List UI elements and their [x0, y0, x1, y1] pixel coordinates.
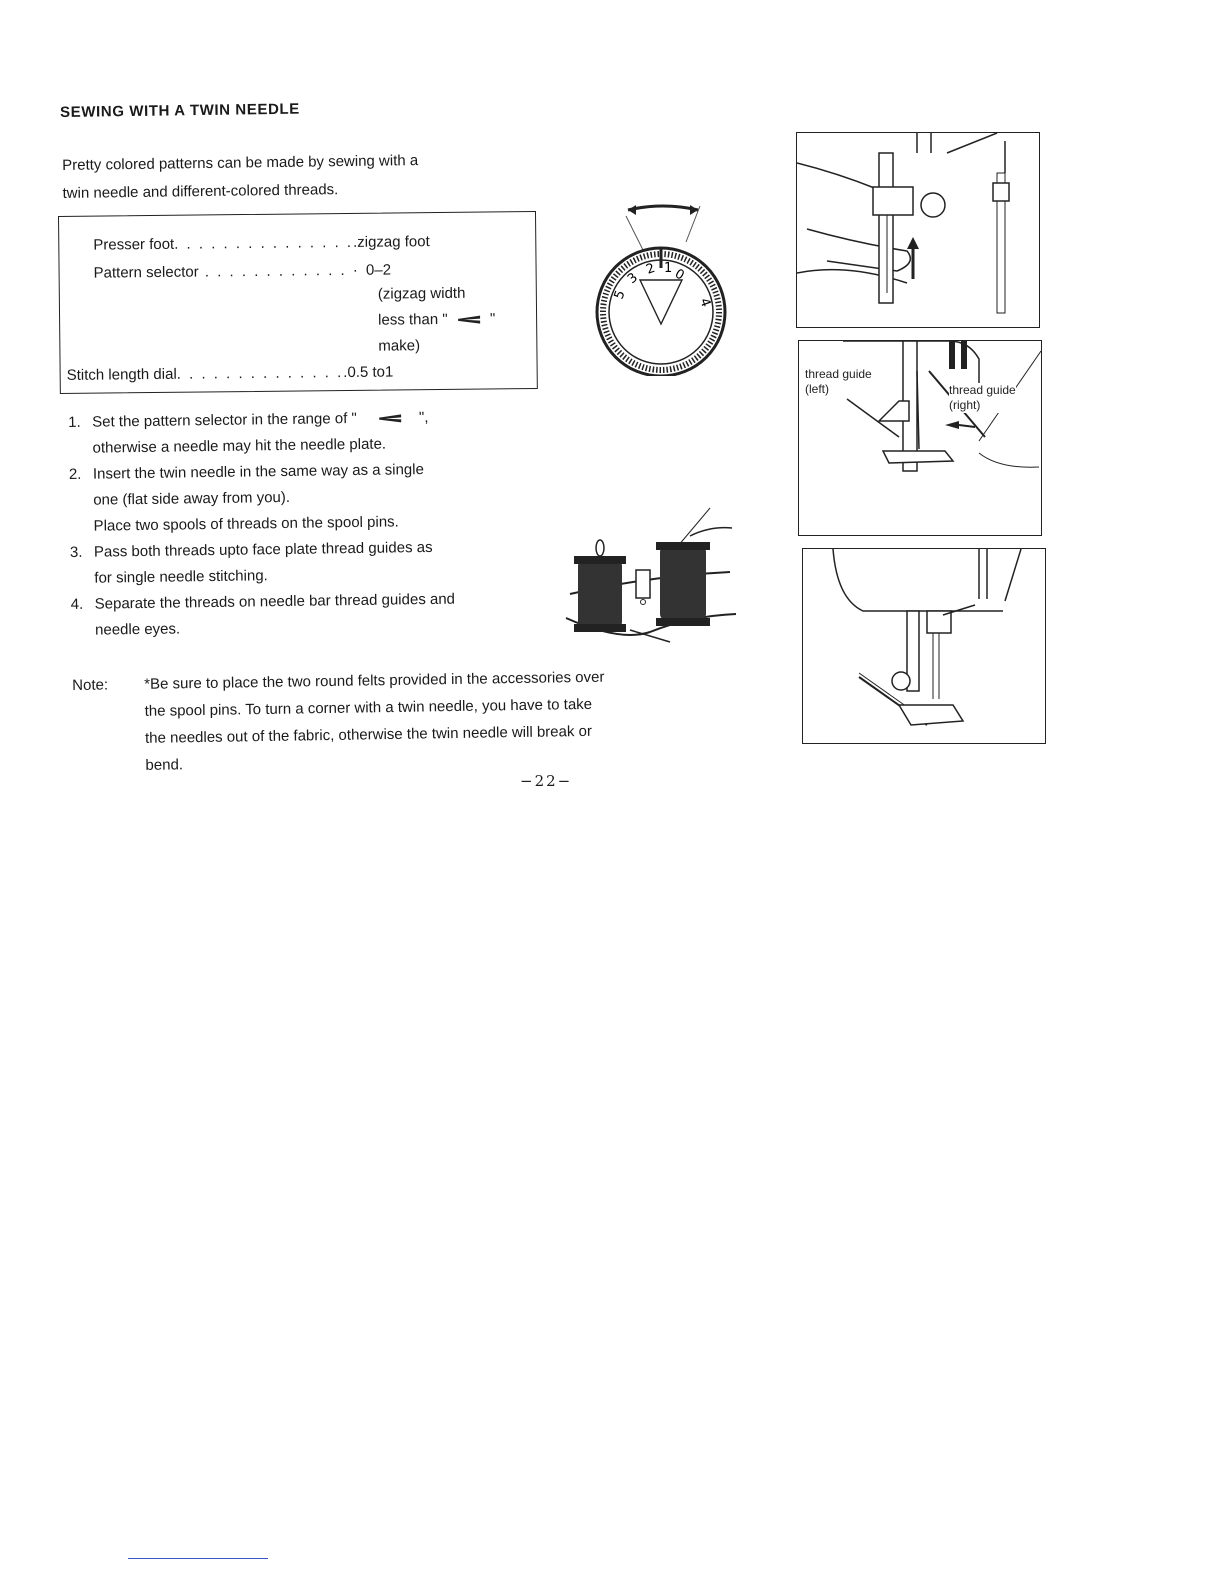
dial-number: 2 — [644, 260, 658, 278]
pattern-selector-row: Pattern selector . . . . . . . . . . . . · 0–2 — [93, 261, 392, 282]
thread-guide-left-label: thread guide (left) — [805, 367, 872, 396]
presser-foot-row: Presser foot. . . . . . . . . . . . . . ..zigzag foot — [93, 233, 430, 254]
thread-guide-right-label: thread guide (right) — [949, 383, 1016, 412]
list-item: 2. Insert the twin needle in the same way as a single one (flat side away from you). Place two spools of threads on the spool pins. — [68, 461, 425, 535]
pattern-note-line: less than " " — [378, 310, 496, 329]
presser-foot-value: .zigzag foot — [352, 233, 430, 251]
stitch-length-value: .0.5 to1 — [343, 363, 394, 382]
stitch-length-label: Stitch length dial — [66, 365, 177, 384]
spool-pins-figure — [560, 506, 740, 646]
thread-guides-figure — [798, 340, 1042, 536]
dial-number: 0 — [672, 266, 687, 284]
stitch-length-row: Stitch length dial. . . . . . . . . . . . . ..0.5 to1 — [66, 363, 394, 384]
dial-number: 3 — [624, 270, 641, 288]
note-block — [72, 662, 714, 780]
list-item: 3. Pass both threads upto face plate thread guides as for single needle stitching. — [69, 538, 433, 587]
zigzag-width-symbol-icon — [377, 413, 403, 423]
pattern-selector-label: Pattern selector — [93, 263, 199, 282]
pattern-note-line: make) — [378, 337, 421, 355]
needle-bar-figure — [796, 132, 1040, 328]
footer-rule — [128, 1558, 268, 1559]
dial-number: 4 — [696, 296, 714, 310]
note-label: Note: — [72, 676, 109, 694]
pattern-dial-figure — [588, 196, 728, 376]
intro-line: Pretty colored patterns can be made by sewing with a — [62, 152, 419, 174]
note-line: *Be sure to place the two round felts provided in the accessories over — [144, 668, 605, 693]
instruction-list — [68, 403, 541, 644]
page-number: −22− — [520, 772, 573, 790]
note-line: the needles out of the fabric, otherwise the twin needle will break or — [144, 722, 593, 747]
dial-number: 1 — [664, 261, 673, 276]
twin-needle-sewing-figure — [802, 548, 1046, 744]
dial-number: 5 — [611, 288, 629, 302]
intro-paragraph — [62, 145, 533, 208]
pattern-note-line: (zigzag width — [377, 284, 466, 303]
note-line: the spool pins. To turn a corner with a twin needle, you have to take — [144, 695, 593, 720]
intro-line: twin needle and different-colored threads. — [62, 181, 339, 202]
page-title: SEWING WITH A TWIN NEEDLE — [60, 100, 300, 121]
list-item: 1. Set the pattern selector in the range of " ", otherwise a needle may hit the needle plate. — [68, 408, 429, 457]
pattern-selector-value: 0–2 — [365, 261, 392, 279]
note-line: bend. — [145, 756, 184, 774]
presser-foot-label: Presser foot — [93, 235, 175, 254]
settings-box — [58, 211, 538, 394]
list-item: 4. Separate the threads on needle bar thread guides and needle eyes. — [70, 590, 456, 639]
zigzag-width-symbol-icon — [456, 315, 482, 325]
